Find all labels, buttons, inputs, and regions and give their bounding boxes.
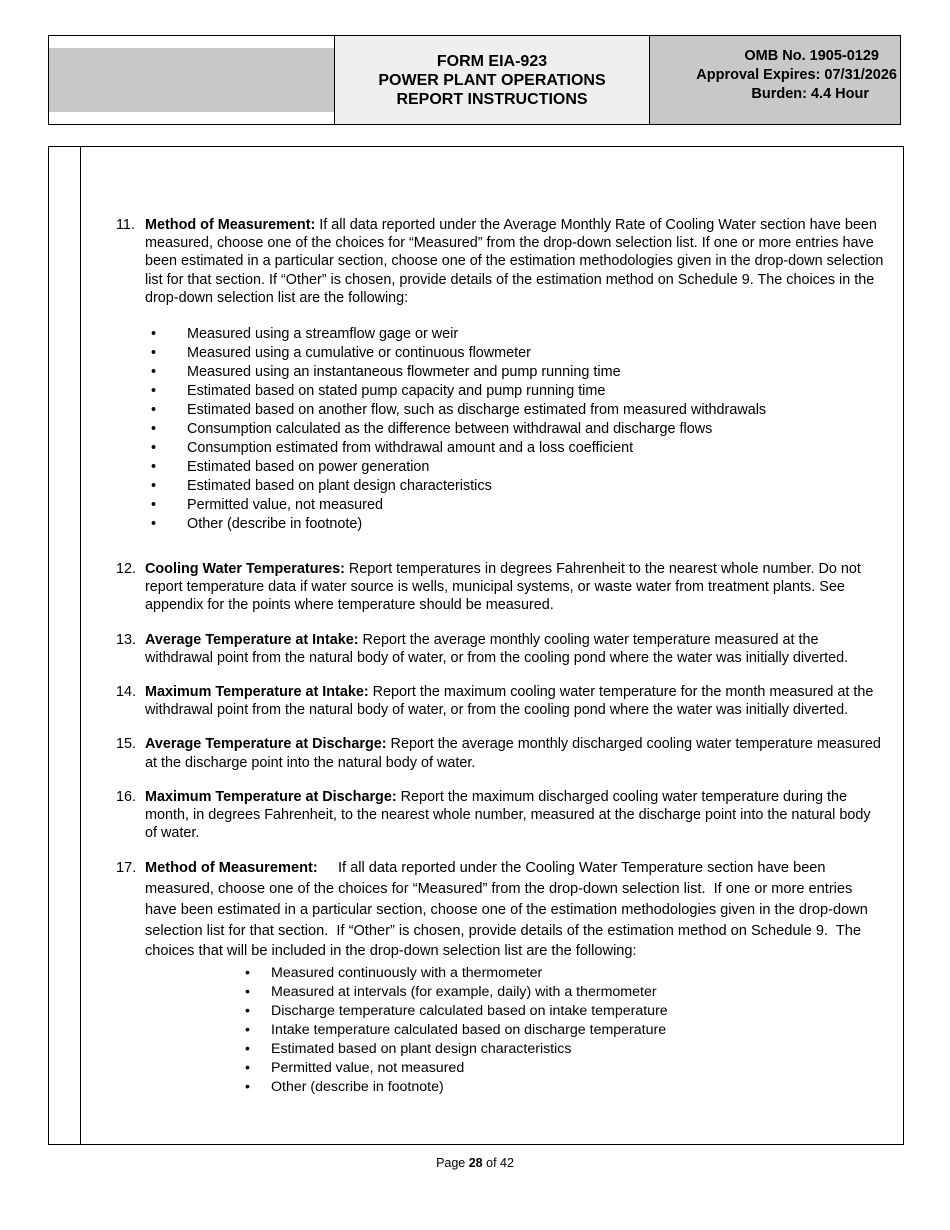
list-item: • Permitted value, not measured [243,1059,886,1078]
item-title: Average Temperature at Discharge: [145,736,387,753]
list-item: • Intake temperature calculated based on discharge temperature [243,1021,886,1040]
header-title-block [335,36,650,124]
item-number: 16. [116,788,137,805]
header-omb-block [650,36,900,124]
list-item: • Other (describe in footnote) [243,1078,886,1097]
item-16 [116,788,886,843]
page-footer [0,1156,950,1170]
item-title: Average Temperature at Intake: [145,631,359,648]
item-text: Report the average monthly cooling water temperature measured at the withdrawal point from the natural body of water, or from the cooling pond where the water was initially diverted. [145,631,849,666]
item-number: 14. [116,684,137,701]
item-number: 15. [116,736,137,753]
form-subtitle: REPORT INSTRUCTIONS [396,90,588,108]
item-number: 11. [116,217,135,233]
item-text: Report the maximum discharged cooling water temperature during the month, in degrees Fahrenheit, to the nearest whole number, measured at the discharge point into the natural body of water. [145,788,871,842]
item-number: 12. [116,561,137,578]
item-title: Maximum Temperature at Intake: [145,684,369,701]
burden-hours: Burden: 4.4 Hour [751,86,869,102]
page-prefix: Page [436,1156,469,1170]
page-number: 28 [468,1156,483,1170]
item-15 [116,735,886,771]
item-text: If all data reported under the Cooling Water Temperature section have been measured, choose one of the choices for “Measured” from the drop-down selection list. If one or more entries have been estimated in a particular section, choose one of the estimation methodologies given in the drop-down selection list for that section. If “Other” is chosen, provide details of the estimation method on Schedule 9. The choices that will be included in the drop-down selection list are the following: [145,860,872,960]
item-title: Cooling Water Temperatures: [145,561,345,578]
list-item: • Discharge temperature calculated based on intake temperature [243,1002,886,1021]
item-text: Report the average monthly discharged cooling water temperature measured at the discharge point into the natural body of water. [145,736,881,771]
omb-number: OMB No. 1905-0129 [744,48,879,64]
temperature-choices-list [243,964,886,1097]
header-gray-band [49,48,334,112]
approval-expires: Approval Expires: 07/31/2026 [696,67,897,83]
item-text: Report temperatures in degrees Fahrenheit to the nearest whole number. Do not report temperature data if water source is wells, municipal systems, or waste water from treatment plants. See appendix for the points where temperature should be measured. [145,561,861,614]
header-logo-area [49,36,335,124]
item-number: 13. [116,631,137,648]
list-item: • Measured continuously with a thermometer [243,964,886,983]
item-11 [116,216,886,534]
list-item: • Estimated based on power generation [145,458,886,477]
item-title: Method of Measurement: [145,860,318,877]
measurement-choices-list [145,325,886,534]
list-item: • Estimated based on plant design characteristics [243,1040,886,1059]
list-item: • Consumption estimated from withdrawal amount and a loss coefficient [145,439,886,458]
page-total: of 42 [482,1156,514,1170]
list-item: • Measured using a streamflow gage or weir [145,325,886,344]
left-margin-rule [80,147,81,1144]
list-item: • Consumption calculated as the difference between withdrawal and discharge flows [145,420,886,439]
item-text: Report the maximum cooling water temperature for the month measured at the withdrawal point from the natural body of water, or from the cooling pond where the water was initially diverted. [145,684,874,719]
list-item: • Measured at intervals (for example, daily) with a thermometer [243,983,886,1002]
item-title: Method of Measurement: [145,217,316,233]
list-item: • Estimated based on another flow, such as discharge estimated from measured withdrawals [145,401,886,420]
item-17 [116,858,886,1097]
item-text: If all data reported under the Average Monthly Rate of Cooling Water section have been measured, choose one of the choices for “Measured” from the drop-down selection list. If one or more entries have been estimated in a particular section, choose one of the estimation methodologies given in the drop-down selection list for that section. If “Other” is chosen, provide details of the estimation method on Schedule 9. The choices in the drop-down selection list are the following: [145,217,884,306]
item-12 [116,560,886,615]
form-number: FORM EIA-923 [436,52,548,70]
form-header [48,35,901,125]
list-item: • Measured using a cumulative or continuous flowmeter [145,344,886,363]
list-item: • Estimated based on stated pump capacity and pump running time [145,382,886,401]
item-14 [116,683,886,719]
list-item: • Measured using an instantaneous flowmeter and pump running time [145,363,886,382]
item-number: 17. [116,860,137,877]
instructions-body [116,216,886,1097]
list-item: • Other (describe in footnote) [145,515,886,534]
list-item: • Permitted value, not measured [145,496,886,515]
form-title: POWER PLANT OPERATIONS [378,71,606,89]
item-title: Maximum Temperature at Discharge: [145,788,397,805]
list-item: • Estimated based on plant design characteristics [145,477,886,496]
item-13 [116,631,886,667]
